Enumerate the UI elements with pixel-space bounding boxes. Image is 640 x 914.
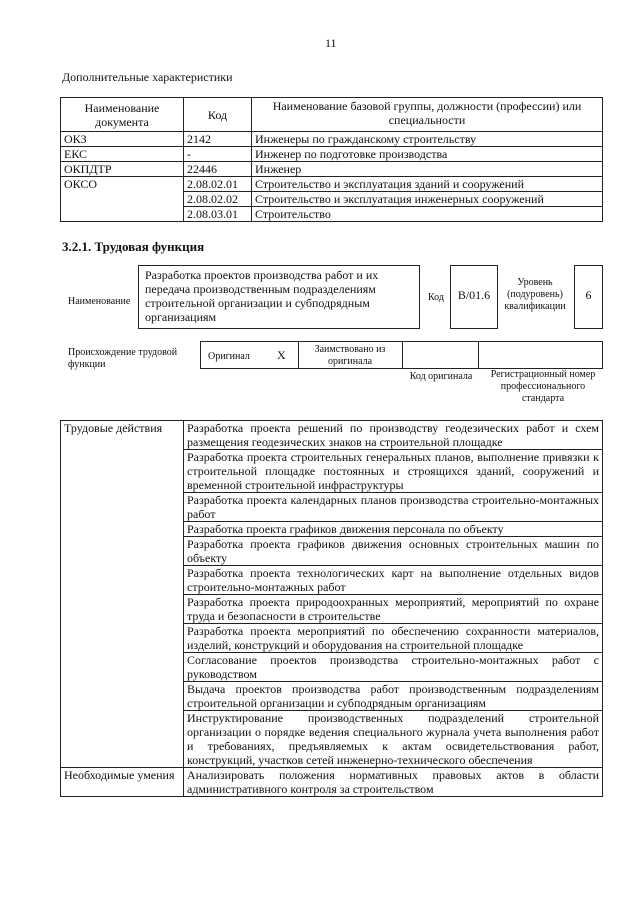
row-name: Инженер по подготовке производства: [252, 147, 603, 162]
skills-label: Необходимые умения: [61, 768, 184, 797]
row-doc: ЕКС: [61, 147, 184, 162]
row-doc: ОКСО: [61, 177, 184, 222]
function-name-box: Разработка проектов производства работ и их передача производственным подразделениям строительной организации и субподрядным организациям: [138, 265, 420, 329]
table-row: [61, 421, 603, 450]
table-row: [61, 177, 603, 192]
row-name: Инженеры по гражданскому строительству: [252, 132, 603, 147]
row-code: 22446: [184, 162, 252, 177]
reg-number-label: Регистрационный номер профессионального стандарта: [490, 369, 596, 404]
header-doc: Наименование документа: [61, 98, 184, 132]
action-item: Разработка проекта графиков движения основных строительных машин по объекту: [184, 537, 603, 566]
action-item: Разработка проекта строительных генеральных планов, выполнение привязки к строительной площадке постоянных и строящихся зданий, сооружений и временной строительной инфраструктуры: [184, 450, 603, 493]
additional-table: [60, 97, 603, 222]
action-item: Разработка проекта мероприятий по обеспечению сохранности материалов, изделий, конструкций и оборудования на строительной площадке: [184, 624, 603, 653]
table-row: [61, 147, 603, 162]
additional-heading: Дополнительные характеристики: [62, 70, 233, 84]
action-item: Разработка проекта решений по производству геодезических работ и схем размещения геодезических знаков на строительной площадке: [184, 421, 603, 450]
table-row: [61, 162, 603, 177]
row-name: Строительство: [252, 207, 603, 222]
table-row: [61, 132, 603, 147]
origin-label: Происхождение трудовой функции: [68, 347, 178, 370]
row-code: 2142: [184, 132, 252, 147]
row-code: 2.08.02.01: [184, 177, 252, 192]
function-code-box: B/01.6: [450, 265, 498, 329]
action-item: Разработка проекта природоохранных мероприятий, мероприятий по охране труда и безопасности в строительстве: [184, 595, 603, 624]
action-item: Разработка проекта календарных планов производства строительно-монтажных работ: [184, 493, 603, 522]
function-heading: 3.2.1. Трудовая функция: [62, 239, 205, 254]
action-item: Выдача проектов производства работ производственным подразделениям строительной организации и субподрядным организациям: [184, 682, 603, 711]
origin-code-label: Код оригинала: [409, 371, 473, 382]
name-label: Наименование: [68, 296, 131, 307]
origin-divider: [298, 341, 299, 369]
code-label: Код: [428, 292, 444, 303]
row-name: Строительство и эксплуатация инженерных сооружений: [252, 192, 603, 207]
row-name: Строительство и эксплуатация зданий и сооружений: [252, 177, 603, 192]
action-item: Согласование проектов производства строительно-монтажных работ с руководством: [184, 653, 603, 682]
action-item: Инструктирование производственных подразделений строительной организации о порядке ведения специального журнала учета выполнения работ и требованиях, предъявляемых к актам освидетельствования работ, конструкций, участков сетей инженерно-технического обеспечения: [184, 711, 603, 768]
header-name: Наименование базовой группы, должности (профессии) или специальности: [252, 98, 603, 132]
row-name: Инженер: [252, 162, 603, 177]
row-doc: ОКЗ: [61, 132, 184, 147]
table-header-row: [61, 98, 603, 132]
original-label: Оригинал: [208, 351, 250, 362]
page-number: 11: [325, 36, 337, 50]
original-mark: X: [277, 348, 286, 362]
origin-divider: [402, 341, 403, 369]
row-code: 2.08.02.02: [184, 192, 252, 207]
row-code: -: [184, 147, 252, 162]
row-code: 2.08.03.01: [184, 207, 252, 222]
action-item: Разработка проекта технологических карт на выполнение отдельных видов строительно-монтажных работ: [184, 566, 603, 595]
skill-item: Анализировать положения нормативных правовых актов в области административного контроля за строительством: [184, 768, 603, 797]
level-label: Уровень (подуровень) квалификации: [504, 277, 566, 312]
origin-divider: [478, 341, 479, 369]
borrowed-label: Заимствовано из оригинала: [314, 344, 386, 367]
actions-label: Трудовые действия: [61, 421, 184, 768]
row-doc: ОКПДТР: [61, 162, 184, 177]
level-box: 6: [574, 265, 603, 329]
action-item: Разработка проекта графиков движения персонала по объекту: [184, 522, 603, 537]
table-row: [61, 768, 603, 797]
header-code: Код: [184, 98, 252, 132]
actions-table: [60, 420, 603, 797]
